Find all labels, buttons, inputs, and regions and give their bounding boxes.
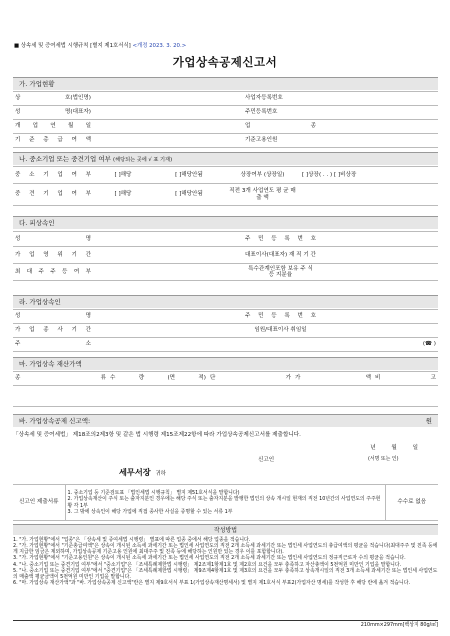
label-heir-name: 성 명 — [13, 310, 93, 324]
attachments-label: 신고인 제출서류 — [13, 485, 65, 521]
section-heir: 라. 가업상속인 — [13, 295, 438, 308]
declaration-text: 「상속세 및 증여세법」 제18조의2제3항 및 같은 법 시행령 제15조제22항에 따라 가업상속공제신고서를 제출합니다. — [13, 432, 301, 438]
guide-title: 작성방법 — [13, 524, 438, 535]
field-resident-number[interactable] — [318, 106, 438, 120]
col-type: 종 류 — [13, 372, 108, 386]
label-midsize: 중 견 기 업 여 부 — [13, 184, 93, 206]
business-status-table — [13, 91, 438, 148]
heir-table — [13, 309, 438, 352]
label-business-number: 사업자등록번호 — [243, 92, 318, 106]
label-listed: 상장여부 (상장일) — [225, 167, 300, 184]
attachment-item-1: 1. 중소기업 등 기준검토표 「법인세법 시행규칙」 별지 제51호서식을 말합니다) — [67, 489, 240, 496]
attachments-list — [65, 485, 385, 521]
section-deduction-amount: 바. 가업상속공제 신고액: 원 — [13, 414, 438, 427]
section-decedent: 다. 피상속인 — [13, 216, 438, 229]
field-industry[interactable] — [318, 120, 438, 134]
guide-item-2: 2. "가. 가업현황"에서 "기준총급여액"은 상속이 개시된 소득세 과세기간 또는 법인세 사업연도의 직전 2개 소득세 과세기간 또는 법인세 사업연도의 총급여액의 평균을 적습니다(최대주주 및 친족 등에게 지급한 임금은 제외하며, 가업상속공제 기준고용 인원에 최대주주 및 친족 등에 해당하는 인원만 있는 경우 이를 포함합니다). — [13, 543, 438, 556]
field-business-period[interactable] — [93, 247, 243, 264]
applicant-label: 신고인 — [258, 457, 275, 463]
page-title: 가업상속공제신고서 — [172, 55, 278, 69]
table-row[interactable] — [293, 386, 373, 407]
label-heir-period: 가 업 종 사 기 간 — [13, 324, 93, 338]
property-table — [13, 371, 438, 407]
decedent-table — [13, 231, 438, 281]
field-decedent-name[interactable] — [93, 232, 243, 247]
attachment-item-2: 2. 가업상속재산이 주식 또는 출자지분인 경우에는 해당 주식 또는 출자지분을 발행한 법인의 상속 개시일 현재의 직전 10년간의 사업연도의 주주현황 각 1부 — [67, 496, 381, 509]
label-appointment-date: 임원/대표이사 취임일 — [243, 324, 318, 338]
field-avg-sales[interactable] — [300, 184, 438, 206]
label-address: 주 소 — [13, 338, 93, 352]
guide-item-6: 6. "마. 가업상속 재산가액"과 "바. 가업상속공제 신고액"란은 별지 제9호서식 부표 1(가업상속재산명세서) 및 별지 제1호서식 부표2(가업자산 명세)를 작성한 후 해당 란에 옮겨 적습니다. — [13, 579, 411, 586]
checkbox-midsize-yes[interactable]: [ ]해당 — [93, 184, 153, 206]
label-base-employees: 기준고용인원 — [243, 134, 318, 148]
label-resident-number: 주민등록번호 — [243, 106, 318, 120]
checkbox-sme-yes[interactable]: [ ]해당 — [93, 167, 153, 184]
form-reference: ■ 상속세 및 증여세법 시행규칙 [별지 제1호서식] — [14, 43, 131, 49]
checkbox-listed[interactable]: [ ]상장( . . ) [ ]비상장 — [300, 167, 438, 184]
section-company-size: 나. 중소기업 또는 중견기업 여부 (해당되는 곳에 √ 표 기재) — [13, 152, 438, 165]
label-share-ratio: 특수관계인포함 보유 주 식 등 지분율 — [243, 264, 318, 281]
guide-item-4: 4. "나. 중소기업 또는 중견기업 여부"에서 "중소기업"은 「조세특례제한법 시행령」 제2조제1항제1호 및 제2호의 요건을 모두 충족하고 자산총액이 5천억원 미만인 기업을 말합니다. — [13, 561, 402, 568]
table-row[interactable] — [373, 386, 438, 407]
field-heir-name[interactable] — [93, 310, 243, 324]
attachment-item-3: 3. 그 밖에 상속인이 해당 가업에 직접 종사한 사실을 증명할 수 있는 서류 1부 — [67, 508, 233, 515]
field-decedent-id[interactable] — [318, 232, 438, 247]
col-remarks: 비 고 — [373, 372, 438, 386]
recipient-line — [13, 468, 438, 477]
field-base-salary[interactable] — [93, 134, 243, 148]
label-major-shareholder: 최 대 주 주 등 여 부 — [13, 264, 93, 281]
field-heir-id[interactable] — [318, 310, 438, 324]
revision-date: <개정 2023. 3. 20.> — [132, 43, 187, 49]
date-line: 년 월 일 — [370, 445, 418, 451]
section-property-value: 마. 가업상속 재산가액 — [13, 357, 438, 370]
guide-item-1: 1. "가. 가업현황"에서 "업종"은 「상속세 및 증여세법 시행령」 별표에 따른 업종 중에서 해당 업종을 적습니다. — [13, 537, 251, 543]
bottom-rule — [13, 620, 438, 621]
guide-text — [13, 537, 438, 586]
form-header — [14, 43, 186, 49]
field-address-phone[interactable]: (☎ ) — [93, 338, 438, 352]
signature-field[interactable]: (서명 또는 인) — [368, 456, 399, 462]
field-major-shareholder[interactable] — [93, 264, 243, 281]
company-size-table — [13, 166, 438, 206]
label-industry: 업 종 — [243, 120, 318, 134]
label-opening-date: 개 업 연 월 일 — [13, 120, 93, 134]
field-business-number[interactable] — [318, 92, 438, 106]
field-appointment-date[interactable] — [318, 324, 438, 338]
field-representative[interactable] — [93, 106, 243, 120]
table-row[interactable] — [13, 386, 108, 407]
label-base-salary: 기 준 총 급 여 액 — [13, 134, 93, 148]
label-company-name: 상 호(법인명) — [13, 92, 93, 106]
col-value: 가 액 — [293, 372, 373, 386]
label-sme: 중 소 기 업 여 부 — [13, 167, 93, 184]
col-unit-price: 단 가 — [208, 372, 293, 386]
section-business-status: 가. 가업현황 — [13, 77, 438, 90]
field-ceo-period[interactable] — [318, 247, 438, 264]
field-opening-date[interactable] — [93, 120, 243, 134]
fee-label: 수수료 없음 — [385, 485, 438, 521]
field-base-employees[interactable] — [318, 134, 438, 148]
label-ceo-period: 대표이사(대표자) 재 직 기 간 — [243, 247, 318, 264]
recipient-office: 세무서장 — [119, 467, 151, 477]
field-company-name[interactable] — [93, 92, 243, 106]
paper-spec: 210mm×297mm[백상지 80g/㎡] — [360, 622, 438, 628]
guide-item-3: 3. "가. 가업현황"에서 "기준고용인원"은 상속이 개시된 소득세 과세기간 또는 법인세 사업연도의 직전 2개 소득세 과세기간 또는 법인세 사업연도의 정규직근로자 수의 평균을 적습니다. — [13, 555, 406, 562]
unit-won: 원 — [425, 417, 432, 425]
label-decedent-id: 주 민 등 록 번 호 — [243, 232, 318, 247]
field-share-ratio[interactable] — [318, 264, 438, 281]
label-decedent-name: 성 명 — [13, 232, 93, 247]
label-business-period: 가 업 영 위 기 간 — [13, 247, 93, 264]
label-representative: 성 명(대표자) — [13, 106, 93, 120]
label-heir-id: 주 민 등 록 번 호 — [243, 310, 318, 324]
recipient-suffix: 귀하 — [155, 471, 166, 477]
checkbox-sme-no[interactable]: [ ]해당안됨 — [153, 167, 225, 184]
checkbox-midsize-no[interactable]: [ ]해당안됨 — [153, 184, 225, 206]
table-row[interactable] — [108, 386, 208, 407]
field-heir-period[interactable] — [93, 324, 243, 338]
attachments-table — [13, 484, 438, 521]
label-avg-sales: 직전 3개 사업연도 평 균 매 출 액 — [225, 184, 300, 206]
col-quantity: 수 량 (면 적) — [108, 372, 208, 386]
table-row[interactable] — [208, 386, 293, 407]
guide-item-5: 5. "나. 중소기업 또는 중견기업 여부"에서 "중견기업"은 「조세특례제한법 시행령」 제9조제4항제1호 및 제3호의 요건을 모두 충족하고 상속개시일의 직전 3개 소득세 과세기간 또는 법인세 사업연도의 매출액 평균금액이 5천억원 미만인 기업을 말합니다. — [13, 567, 438, 580]
